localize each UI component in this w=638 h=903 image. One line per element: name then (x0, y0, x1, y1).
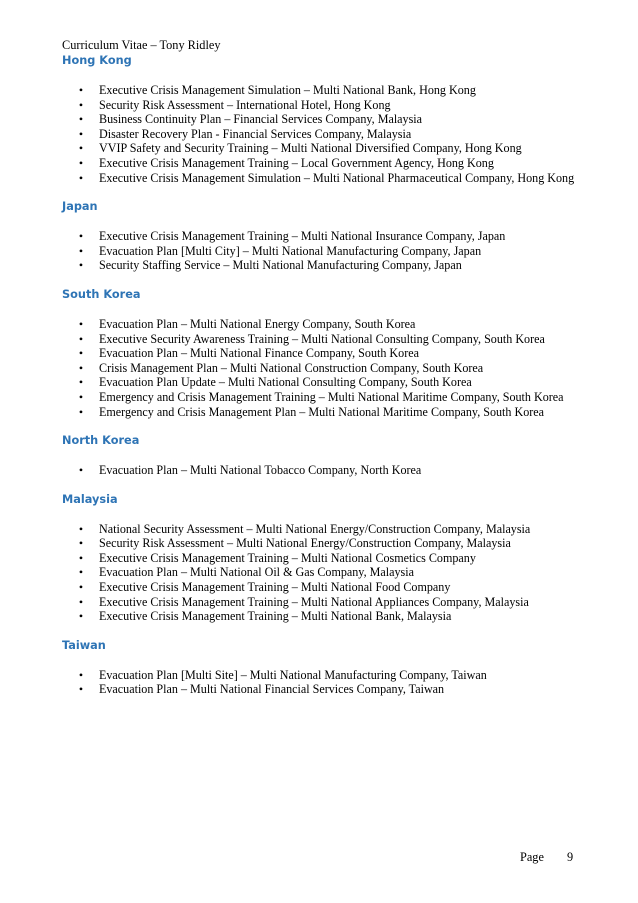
list-item (62, 522, 582, 537)
section-south-korea (62, 287, 582, 419)
list-item (62, 317, 582, 332)
bullet-icon: • (78, 536, 84, 551)
list-item (62, 390, 582, 405)
bullet-icon: • (78, 112, 84, 127)
bullet-icon: • (78, 229, 84, 244)
list-item-text: Evacuation Plan [Multi City] – Multi National Manufacturing Company, Japan (99, 243, 482, 258)
list-item-text: VVIP Safety and Security Training – Multi National Diversified Company, Hong Kong (99, 141, 522, 156)
list-item-text: Executive Crisis Management Training – Multi National Appliances Company, Malaysia (99, 594, 529, 609)
bullet-icon: • (78, 404, 84, 419)
list-item-text: Disaster Recovery Plan - Financial Services Company, Malaysia (99, 126, 412, 141)
page-footer (520, 850, 574, 865)
list-item-text: Executive Crisis Management Training – Multi National Bank, Malaysia (99, 609, 452, 624)
list-item (62, 551, 582, 566)
bullet-icon: • (78, 565, 84, 580)
document-content (62, 53, 582, 697)
bullet-icon: • (78, 258, 84, 273)
section-heading: Hong Kong (62, 54, 132, 67)
page-label: Page (520, 850, 544, 864)
bullet-icon: • (78, 141, 84, 156)
list-item-text: Executive Crisis Management Simulation – Multi National Bank, Hong Kong (99, 83, 476, 97)
bullet-icon: • (78, 346, 84, 361)
list-item (62, 332, 582, 347)
list-item (62, 127, 582, 142)
bullet-list (62, 463, 582, 478)
list-item (62, 375, 582, 390)
section-north-korea (62, 433, 582, 478)
list-item-text: Executive Security Awareness Training – Multi National Consulting Company, South Korea (99, 331, 545, 346)
bullet-icon: • (78, 360, 84, 375)
list-item-text: Evacuation Plan – Multi National Financial Services Company, Taiwan (99, 682, 445, 697)
bullet-icon: • (78, 682, 84, 697)
bullet-icon: • (78, 170, 84, 185)
bullet-icon: • (78, 609, 84, 624)
list-item-text: Evacuation Plan – Multi National Energy Company, South Korea (99, 316, 416, 331)
document-header: Curriculum Vitae – Tony Ridley (62, 38, 221, 52)
list-item (62, 668, 582, 683)
section-taiwan (62, 638, 582, 697)
list-item (62, 595, 582, 610)
list-item-text: Evacuation Plan [Multi Site] – Multi National Manufacturing Company, Taiwan (99, 667, 487, 682)
list-item (62, 156, 582, 171)
section-hong-kong (62, 53, 582, 185)
list-item (62, 141, 582, 156)
list-item-text: Evacuation Plan Update – Multi National Consulting Company, South Korea (99, 375, 472, 390)
list-item-text: Executive Crisis Management Training – Multi National Insurance Company, Japan (99, 229, 506, 244)
list-item (62, 171, 582, 186)
bullet-icon: • (78, 331, 84, 346)
list-item (62, 609, 582, 624)
list-item (62, 346, 582, 361)
list-item (62, 258, 582, 273)
list-item (62, 83, 582, 98)
list-item-text: Executive Crisis Management Training – Multi National Cosmetics Company (99, 550, 476, 565)
list-item (62, 98, 582, 113)
list-item-text: Evacuation Plan – Multi National Oil & Gas Company, Malaysia (99, 565, 414, 580)
bullet-icon: • (78, 463, 84, 478)
section-malaysia (62, 492, 582, 624)
list-item (62, 405, 582, 420)
bullet-list (62, 668, 582, 697)
list-item (62, 682, 582, 697)
bullet-icon: • (78, 521, 84, 536)
list-item-text: National Security Assessment – Multi National Energy/Construction Company, Malaysia (99, 521, 531, 536)
list-item (62, 361, 582, 376)
list-item-text: Emergency and Crisis Management Training – Multi National Maritime Company, South Korea (99, 389, 564, 404)
section-heading: Malaysia (62, 492, 118, 506)
section-heading: Japan (62, 200, 98, 214)
bullet-icon: • (78, 389, 84, 404)
bullet-icon: • (78, 243, 84, 258)
page-number: 9 (567, 850, 574, 864)
list-item (62, 580, 582, 595)
list-item-text: Executive Crisis Management Simulation – Multi National Pharmaceutical Company, Hong Kong (99, 170, 575, 185)
bullet-icon: • (78, 375, 84, 390)
list-item (62, 229, 582, 244)
section-heading: South Korea (62, 287, 141, 301)
list-item (62, 112, 582, 127)
list-item (62, 565, 582, 580)
list-item-text: Security Risk Assessment – Multi National Energy/Construction Company, Malaysia (99, 536, 511, 551)
list-item-text: Evacuation Plan – Multi National Tobacco Company, North Korea (99, 463, 422, 478)
list-item (62, 244, 582, 259)
section-heading: North Korea (62, 434, 140, 448)
list-item-text: Executive Crisis Management Training – Multi National Food Company (99, 580, 451, 595)
section-japan (62, 199, 582, 273)
bullet-icon: • (78, 97, 84, 112)
bullet-list (62, 317, 582, 419)
bullet-icon: • (78, 126, 84, 141)
list-item-text: Security Risk Assessment – International Hotel, Hong Kong (99, 97, 391, 112)
list-item-text: Executive Crisis Management Training – Local Government Agency, Hong Kong (99, 155, 494, 170)
list-item-text: Crisis Management Plan – Multi National Construction Company, South Korea (99, 360, 484, 375)
bullet-icon: • (78, 594, 84, 609)
bullet-list (62, 83, 582, 185)
bullet-icon: • (78, 316, 84, 331)
list-item-text: Business Continuity Plan – Financial Services Company, Malaysia (99, 112, 423, 127)
list-item (62, 536, 582, 551)
list-item-text: Emergency and Crisis Management Plan – Multi National Maritime Company, South Korea (99, 404, 545, 419)
bullet-list (62, 522, 582, 624)
section-heading: Taiwan (62, 638, 106, 652)
bullet-list (62, 229, 582, 273)
bullet-icon: • (78, 580, 84, 595)
list-item-text: Evacuation Plan – Multi National Finance Company, South Korea (99, 346, 419, 361)
bullet-icon: • (78, 155, 84, 170)
bullet-icon: • (78, 83, 84, 97)
list-item-text: Security Staffing Service – Multi National Manufacturing Company, Japan (99, 258, 462, 273)
list-item (62, 463, 582, 478)
bullet-icon: • (78, 550, 84, 565)
bullet-icon: • (78, 667, 84, 682)
